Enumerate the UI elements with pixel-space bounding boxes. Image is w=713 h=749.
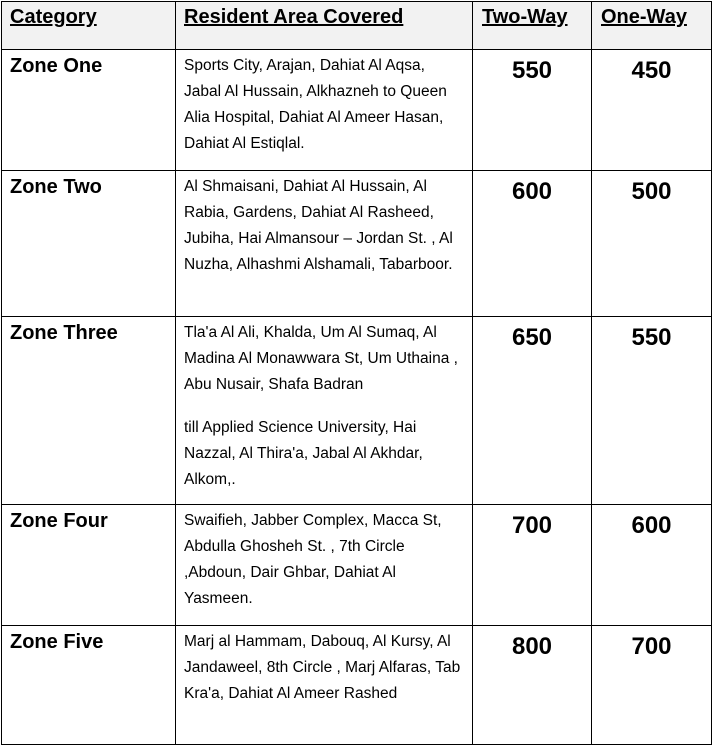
one-way-price: 550 — [592, 317, 712, 505]
one-way-price: 450 — [592, 50, 712, 171]
zone-name: Zone Four — [2, 505, 176, 626]
header-category: Category — [2, 2, 176, 50]
zone-price-table — [1, 1, 712, 745]
area-text: Sports City, Arajan, Dahiat Al Aqsa, Jabal Al Hussain, Alkhazneh to Queen Alia Hospital, Dahiat Al Ameer Hasan, Dahiat Al Estiqlal. — [184, 57, 447, 152]
two-way-price: 600 — [473, 171, 592, 317]
table-row — [2, 505, 712, 626]
header-two-way: Two-Way — [473, 2, 592, 50]
zone-name: Zone Two — [2, 171, 176, 317]
area-covered — [176, 317, 473, 505]
area-text: Swaifieh, Jabber Complex, Macca St, Abdulla Ghosheh St. , 7th Circle ,Abdoun, Dair Ghbar, Dahiat Al Yasmeen. — [184, 512, 442, 607]
table-row — [2, 50, 712, 171]
zone-name: Zone Three — [2, 317, 176, 505]
area-text: till Applied Science University, Hai Nazzal, Al Thira'a, Jabal Al Akhdar, Alkom,. — [184, 419, 423, 488]
zone-name: Zone One — [2, 50, 176, 171]
area-covered — [176, 50, 473, 171]
header-row — [2, 2, 712, 50]
area-text: Tla'a Al Ali, Khalda, Um Al Sumaq, Al Madina Al Monawwara St, Um Uthaina , Abu Nusair, Shafa Badran — [184, 324, 458, 393]
two-way-price: 800 — [473, 626, 592, 745]
area-covered — [176, 626, 473, 745]
table-row — [2, 317, 712, 505]
area-text: Marj al Hammam, Dabouq, Al Kursy, Al Jandaweel, 8th Circle , Marj Alfaras, Tab Kra'a, Dahiat Al Ameer Rashed — [184, 633, 461, 702]
table-row — [2, 171, 712, 317]
zone-name: Zone Five — [2, 626, 176, 745]
header-area: Resident Area Covered — [176, 2, 473, 50]
one-way-price: 500 — [592, 171, 712, 317]
two-way-price: 650 — [473, 317, 592, 505]
one-way-price: 600 — [592, 505, 712, 626]
table-row — [2, 626, 712, 745]
two-way-price: 700 — [473, 505, 592, 626]
area-text: Al Shmaisani, Dahiat Al Hussain, Al Rabia, Gardens, Dahiat Al Rasheed, Jubiha, Hai Almansour – Jordan St. , Al Nuzha, Alhashmi Alshamali, Tabarboor. — [184, 178, 453, 273]
one-way-price: 700 — [592, 626, 712, 745]
two-way-price: 550 — [473, 50, 592, 171]
header-one-way: One-Way — [592, 2, 712, 50]
area-covered — [176, 171, 473, 317]
area-covered — [176, 505, 473, 626]
